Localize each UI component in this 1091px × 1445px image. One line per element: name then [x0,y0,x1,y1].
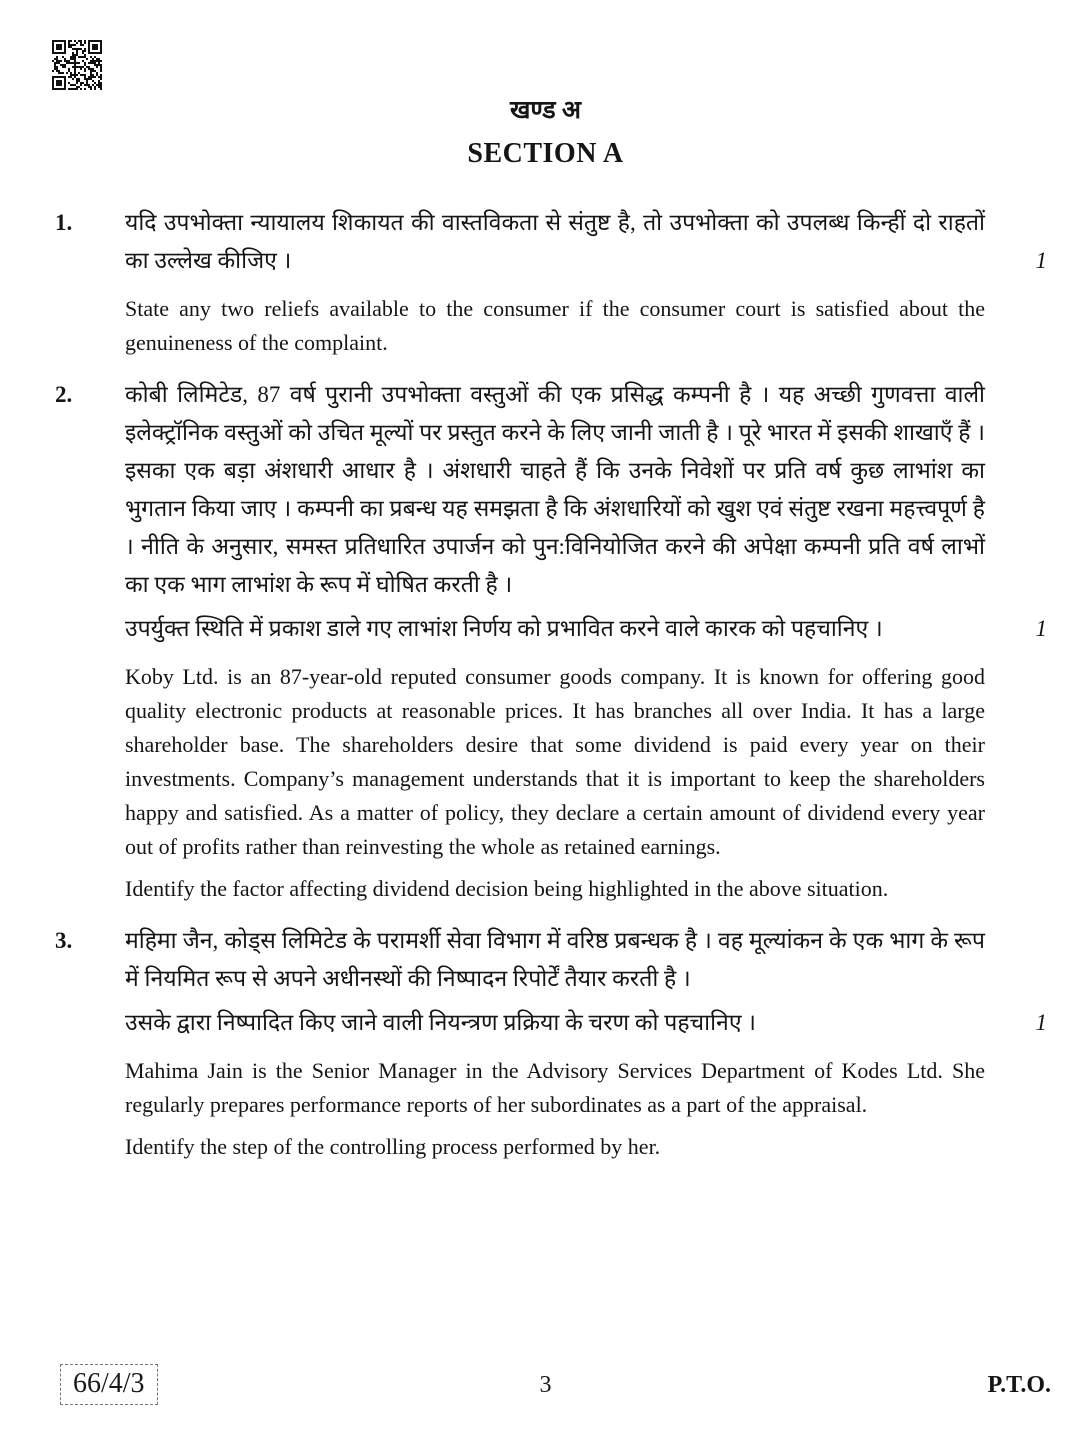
question-2 [55,376,1047,906]
paper-code: 66/4/3 [73,1368,145,1399]
question-1-number: 1. [55,210,73,235]
question-2-marks: 1 [1035,616,1047,641]
question-2-hindi-para2 [125,610,1047,648]
question-2-number: 2. [55,382,73,407]
question-2-english-para2: Identify the factor affecting dividend decision being highlighted in the above situation. [125,876,889,901]
question-3-hindi-para2 [125,1004,1047,1042]
question-1-marks: 1 [1035,248,1047,273]
section-heading-english: SECTION A [467,138,624,169]
question-3-number: 3. [55,928,73,953]
question-1-hindi-para: यदि उपभोक्ता न्यायालय शिकायत की वास्तविकता से संतुष्ट है, तो उपभोक्ता को उपलब्ध किन्हीं दो राहतों का उल्लेख कीजिए । [125,210,985,273]
question-1-body [125,204,1047,360]
question-1 [55,204,1047,360]
question-3-body [125,922,1047,1164]
pto-label: P.T.O. [987,1372,1051,1398]
section-headings [0,0,1091,170]
page-number: 3 [539,1372,552,1398]
qr-code-icon [52,40,102,90]
question-3 [55,922,1047,1164]
questions-area [0,204,1091,1164]
question-3-english-para2: Identify the step of the controlling process performed by her. [125,1134,661,1159]
question-1-english-text: State any two reliefs available to the consumer if the consumer court is satisfied about the genuineness of the complaint. [125,296,985,355]
question-3-english-para1: Mahima Jain is the Senior Manager in the Advisory Services Department of Kodes Ltd. She regularly prepares performance reports of her subordinates as a part of the appraisal. [125,1058,985,1117]
page-footer [0,1362,1091,1422]
question-2-body [125,376,1047,906]
question-3-hindi-para2-text: उसके द्वारा निष्पादित किए जाने वाली नियन्त्रण प्रक्रिया के चरण को पहचानिए । [125,1010,757,1035]
question-1-hindi-text [125,204,1047,280]
question-2-hindi-para1: कोबी लिमिटेड, 87 वर्ष पुरानी उपभोक्ता वस्तुओं की एक प्रसिद्ध कम्पनी है । यह अच्छी गुणवत्ता वाली इलेक्ट्रॉनिक वस्तुओं को उचित मूल्यों पर प्रस्तुत करने के लिए जानी जाती है । पूरे भारत में इसकी शाखाएँ हैं । इसका एक बड़ा अंशधारी आधार है । अंशधारी चाहते हैं कि उनके निवेशों पर प्रति वर्ष कुछ लाभांश का भुगतान किया जाए । कम्पनी का प्रबन्ध यह समझता है कि अंशधारियों को खुश एवं संतुष्ट रखना महत्त्वपूर्ण है । नीति के अनुसार, समस्त प्रतिधारित उपार्जन को पुन:विनियोजित करने की अपेक्षा कम्पनी प्रति वर्ष लाभों का एक भाग लाभांश के रूप में घोषित करती है । [125,382,985,597]
question-3-hindi-para1: महिमा जैन, कोड्स लिमिटेड के परामर्शी सेवा विभाग में वरिष्ठ प्रबन्धक है । वह मूल्यांकन के एक भाग के रूप में नियमित रूप से अपने अधीनस्थों की निष्पादन रिपोर्टें तैयार करती है । [125,928,985,991]
question-2-english-para1: Koby Ltd. is an 87-year-old reputed consumer goods company. It is known for offering good quality electronic products at reasonable prices. It has branches all over India. It has a large shareholder base. The shareholders desire that some dividend is paid every year on their investments. Company’s management understands that it is important to keep the shareholders happy and satisfied. As a matter of policy, they declare a certain amount of dividend every year out of profits rather than reinvesting the whole as retained earnings. [125,664,985,859]
question-2-hindi-para2-text: उपर्युक्त स्थिति में प्रकाश डाले गए लाभांश निर्णय को प्रभावित करने वाले कारक को पहचानिए । [125,616,883,641]
section-heading-hindi: खण्ड अ [509,97,582,124]
question-3-marks: 1 [1035,1010,1047,1035]
